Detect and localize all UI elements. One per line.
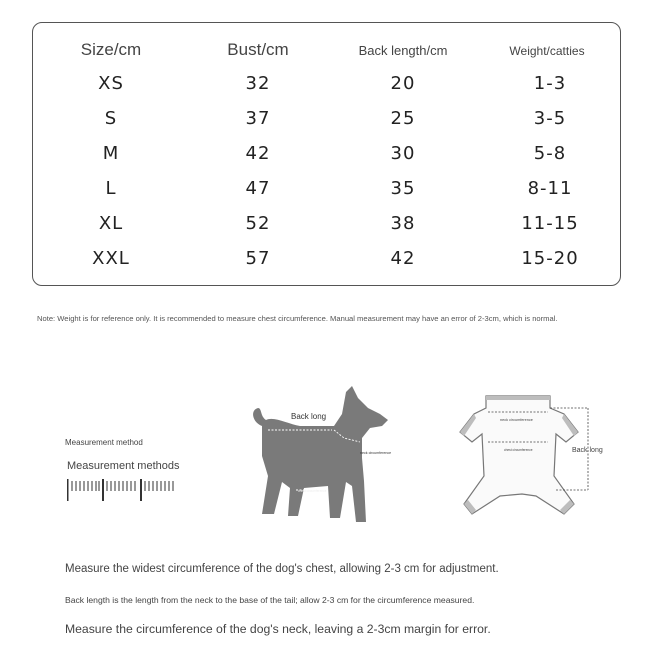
instruction-neck: Measure the circumference of the dog's neck, leaving a 2-3cm margin for error. [65,622,491,636]
table-cell: 32 [245,73,271,94]
table-cell: 1-3 [533,73,567,94]
dog-back-label: Back long [291,412,327,421]
table-cell: S [104,108,118,129]
instruction-back-length: Back length is the length from the neck to the base of the tail; allow 2-3 cm for the circumference measured. [65,595,475,605]
table-cell: 25 [390,108,416,129]
romper-neck-label: neck circumference [500,418,533,422]
table-cell: XL [98,213,124,234]
table-cell: 47 [245,178,271,199]
measurement-method-subtitle: Measurement methods [67,460,180,472]
table-cell: 57 [245,248,271,269]
ruler-icon [67,479,179,503]
table-cell: 42 [245,143,271,164]
header-size: Size/cm [80,40,142,59]
table-cell: 37 [245,108,271,129]
romper-chest-label: chest circumference [504,448,533,452]
dog-neck-label: neck circumference [360,451,392,455]
table-cell: 20 [390,73,416,94]
table-cell: 15-20 [521,248,579,269]
header-back-length: Back length/cm [358,43,448,58]
table-cell: 5-8 [533,143,567,164]
table-cell: 38 [390,213,416,234]
header-weight: Weight/catties [509,44,585,58]
table-cell: 30 [390,143,416,164]
romper-diagram [452,388,612,523]
measurement-method-title: Measurement method [65,438,143,447]
instruction-chest: Measure the widest circumference of the dog's chest, allowing 2-3 cm for adjustment. [65,563,499,575]
table-cell: 52 [245,213,271,234]
table-cell: L [105,178,117,199]
table-cell: 3-5 [533,108,567,129]
table-cell: M [102,143,120,164]
table-cell: 11-15 [521,213,579,234]
romper-back-label: Back long [572,447,603,454]
table-cell: 35 [390,178,416,199]
reference-note: Note: Weight is for reference only. It is recommended to measure chest circumference. Manual measurement may have an error of 2-3cm, which is normal. [37,314,558,323]
dog-chest-label: chest circumference [298,489,327,493]
table-cell: 42 [390,248,416,269]
table-cell: XXL [92,248,130,269]
size-table [32,22,621,286]
table-cell: XS [98,73,124,94]
table-cell: 8-11 [527,178,573,199]
header-bust: Bust/cm [227,40,289,59]
dog-silhouette-diagram [248,386,398,526]
